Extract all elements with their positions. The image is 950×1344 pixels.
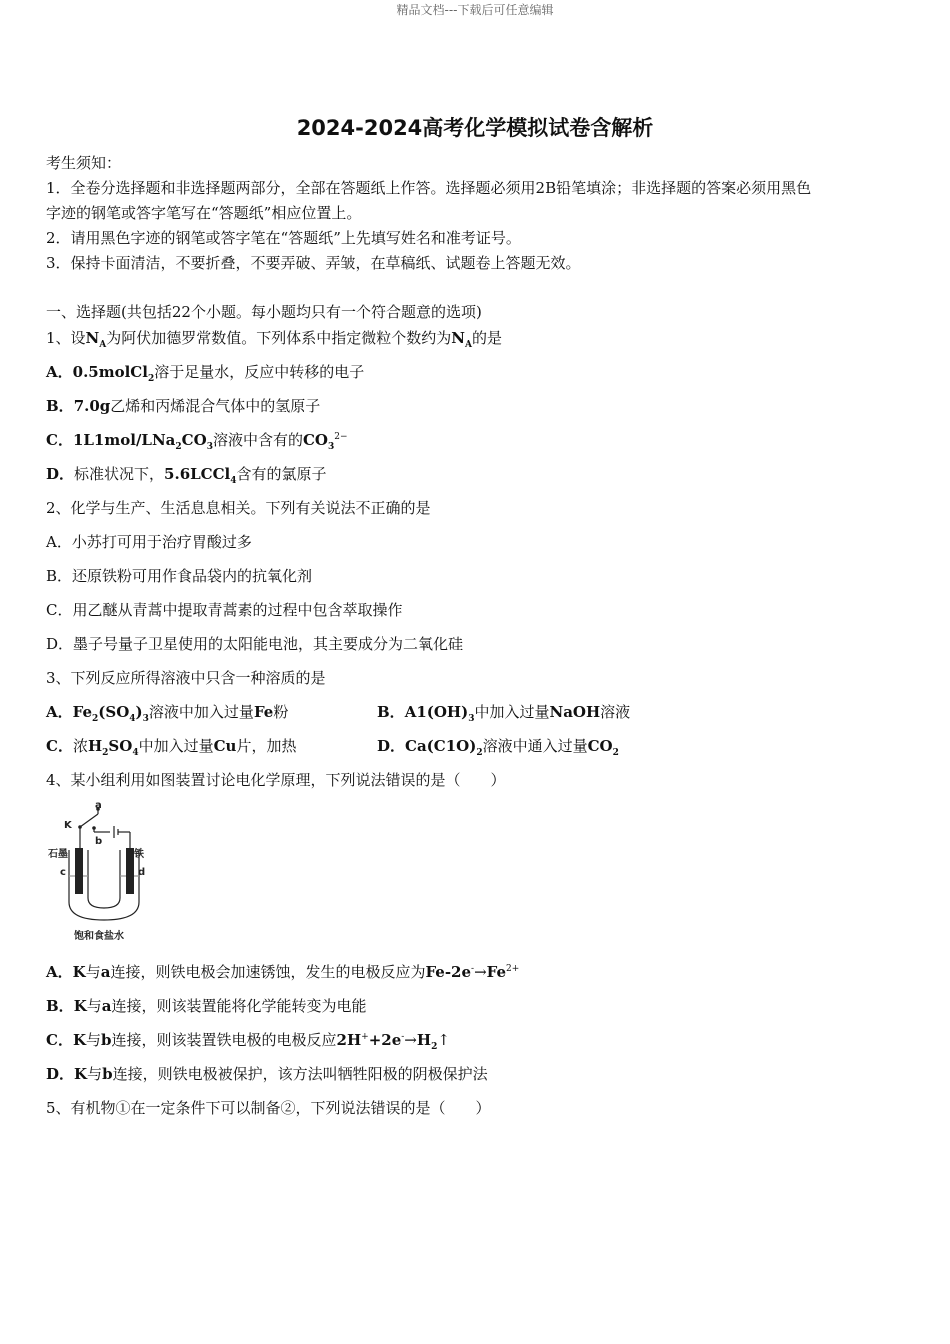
notice-item-1: 1．全卷分选择题和非选择题两部分，全部在答题纸上作答。选择题必须用2B铅笔填涂；非选择题的答案必须用黑色 bbox=[46, 179, 812, 197]
question-3-option-b: B．$A1(OH)_3$中加入过量NaOH溶液 bbox=[377, 703, 631, 724]
iron-electrode bbox=[126, 848, 134, 894]
question-2-option-c: C．用乙醚从青蒿中提取青蒿素的过程中包含萃取操作 bbox=[46, 601, 403, 619]
question-3-stem: 3、下列反应所得溶液中只含一种溶质的是 bbox=[46, 669, 326, 687]
label-b: b bbox=[95, 836, 103, 847]
label-c: c bbox=[60, 867, 66, 878]
question-1-option-d: D．标准状况下，5.6LCCl$_4$含有的氯原子 bbox=[46, 465, 327, 486]
question-2-option-d: D．墨子号量子卫星使用的太阳能电池，其主要成分为二氧化硅 bbox=[46, 635, 464, 653]
question-2-option-b: B．还原铁粉可用作食品袋内的抗氧化剂 bbox=[46, 567, 313, 585]
question-1-option-c: C．$1L1mol/LNa_2CO_3$溶液中含有的$CO_3^{2-}$ bbox=[46, 431, 348, 452]
label-k: K bbox=[64, 820, 72, 831]
notice-item-2: 2．请用黑色字迹的钢笔或答字笔在“答题纸”上先填写姓名和准考证号。 bbox=[46, 229, 521, 247]
question-4-option-b: B．K与a连接，则该装置能将化学能转变为电能 bbox=[46, 997, 367, 1015]
question-4-stem: 4、某小组利用如图装置讨论电化学原理，下列说法错误的是（ ） bbox=[46, 771, 506, 789]
notice-item-1-cont: 字迹的钢笔或答字笔写在“答题纸”相应位置上。 bbox=[46, 204, 362, 222]
question-1-option-a: A．0.5molCl$_2$溶于足量水，反应中转移的电子 bbox=[46, 363, 365, 384]
question-3-option-d: D．$Ca(C1O)_2$溶液中通入过量$CO_2$ bbox=[377, 737, 619, 758]
question-2-stem: 2、化学与生产、生活息息相关。下列有关说法不正确的是 bbox=[46, 499, 431, 517]
question-4-option-c: C．K与b连接，则该装置铁电极的电极反应$2H^++2e^-\to H_2↑$ bbox=[46, 1031, 450, 1052]
label-a: a bbox=[95, 800, 102, 811]
question-5-stem: 5、有机物①在一定条件下可以制备②，下列说法错误的是（ ） bbox=[46, 1099, 491, 1117]
label-graphite: 石墨 bbox=[48, 849, 68, 860]
watermark: 精品文档---下载后可任意编辑 bbox=[396, 3, 554, 17]
question-4-option-d: D．K与b连接，则铁电极被保护，该方法叫牺牲阳极的阴极保护法 bbox=[46, 1065, 488, 1083]
label-iron: 铁 bbox=[134, 849, 144, 860]
question-1-stem: 1、设$N_A$为阿伏加德罗常数值。下列体系中指定微粒个数约为$N_A$的是 bbox=[46, 329, 502, 350]
section-heading: 一、选择题(共包括22个小题。每小题均只有一个符合题意的选项) bbox=[46, 303, 482, 321]
page-title: 2024-2024高考化学模拟试卷含解析 bbox=[296, 116, 654, 140]
notice-heading: 考生须知： bbox=[46, 154, 122, 172]
graphite-electrode bbox=[75, 848, 83, 894]
notice-item-3: 3．保持卡面清洁，不要折叠，不要弄破、弄皱，在草稿纸、试题卷上答题无效。 bbox=[46, 254, 581, 272]
question-3-option-a: A．$Fe_2(SO_4)_3$溶液中加入过量Fe粉 bbox=[46, 703, 289, 724]
question-4-option-a: A．K与a连接，则铁电极会加速锈蚀，发生的电极反应为$Fe-2e^-\to Fe^{2+}$ bbox=[46, 963, 520, 981]
electrolysis-cell-diagram bbox=[44, 800, 164, 945]
label-brine: 饱和食盐水 bbox=[74, 931, 124, 942]
question-3-option-c: C．浓$H_2SO_4$中加入过量Cu片，加热 bbox=[46, 737, 297, 758]
question-1-option-b: B．7.0g乙烯和丙烯混合气体中的氢原子 bbox=[46, 397, 321, 415]
question-2-option-a: A．小苏打可用于治疗胃酸过多 bbox=[46, 533, 252, 551]
label-d: d bbox=[138, 867, 146, 878]
